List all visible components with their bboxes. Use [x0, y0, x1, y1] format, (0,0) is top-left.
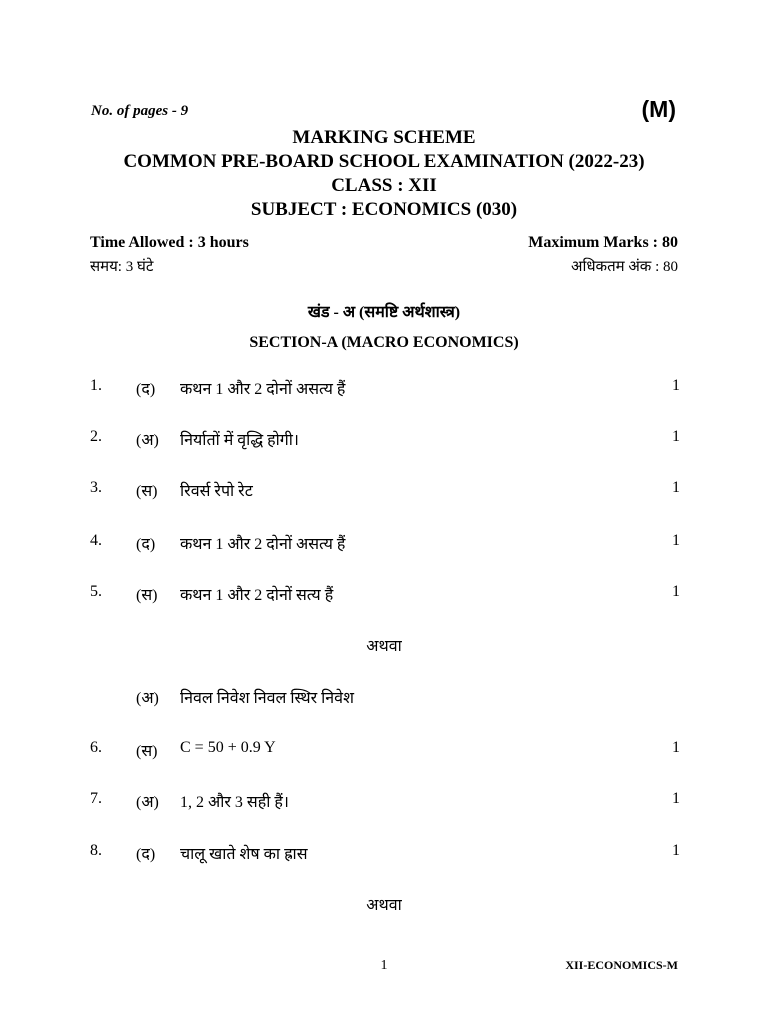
marks: 1 [672, 739, 680, 756]
set-code: (M) [641, 96, 676, 122]
question-number: 4. [90, 532, 102, 549]
answer-text: कथन 1 और 2 दोनों सत्य हैं [180, 587, 334, 604]
marks: 1 [672, 583, 680, 600]
question-row [90, 532, 680, 554]
page-number: 1 [380, 958, 388, 973]
answer-text: C = 50 + 0.9 Y [180, 739, 276, 756]
answer-text: रिवर्स रेपो रेट [180, 483, 253, 500]
question-row [90, 790, 680, 812]
answer-option: (स) [136, 743, 158, 760]
answer-option: (अ) [136, 794, 159, 811]
question-row [90, 583, 680, 605]
document-title: MARKING SCHEME [292, 127, 476, 148]
answer-option: (अ) [136, 432, 159, 449]
marks: 1 [672, 842, 680, 859]
question-number: 7. [90, 790, 102, 807]
answer-option: (स) [136, 587, 158, 604]
answer-option: (द) [136, 536, 156, 553]
answer-option: (अ) [136, 690, 159, 707]
marks: 1 [672, 790, 680, 807]
exam-name: COMMON PRE-BOARD SCHOOL EXAMINATION (2022-23) [123, 151, 645, 172]
question-number: 8. [90, 842, 102, 859]
question-number: 5. [90, 583, 102, 600]
class-line: CLASS : XII [331, 175, 437, 196]
question-number: 3. [90, 479, 102, 496]
answer-text: कथन 1 और 2 दोनों असत्य हैं [180, 381, 346, 398]
maximum-marks-hindi: अधिकतम अंक : 80 [570, 259, 678, 275]
answer-text: निवल निवेश निवल स्थिर निवेश [180, 690, 354, 707]
answer-text: चालू खाते शेष का ह्रास [180, 846, 308, 863]
question-number: 6. [90, 739, 102, 756]
maximum-marks: Maximum Marks : 80 [528, 234, 678, 251]
answer-option: (द) [136, 846, 156, 863]
document-code: XII-ECONOMICS-M [565, 958, 678, 972]
question-row [90, 739, 680, 761]
time-allowed-hindi: समय: 3 घंटे [90, 259, 154, 275]
pages-count-note: No. of pages - 9 [91, 103, 189, 119]
question-number: 2. [90, 428, 102, 445]
marks: 1 [672, 479, 680, 496]
answer-option: (द) [136, 381, 156, 398]
marks: 1 [672, 532, 680, 549]
question-row [90, 428, 680, 450]
answer-text: निर्यातों में वृद्धि होगी। [180, 432, 299, 449]
question-number: 1. [90, 377, 102, 394]
answer-text: 1, 2 और 3 सही हैं। [180, 794, 289, 811]
subject-line: SUBJECT : ECONOMICS (030) [250, 199, 518, 220]
question-row [90, 377, 680, 399]
or-separator: अथवा [366, 638, 402, 655]
time-allowed: Time Allowed : 3 hours [90, 234, 249, 251]
or-separator: अथवा [366, 897, 402, 914]
section-title-english: SECTION-A (MACRO ECONOMICS) [249, 334, 519, 351]
question-row [90, 842, 680, 864]
question-row-alternative [90, 686, 680, 708]
section-title-hindi: खंड - अ (समष्टि अर्थशास्त्र) [307, 304, 461, 321]
question-row [90, 479, 680, 501]
answer-option: (स) [136, 483, 158, 500]
marks: 1 [672, 428, 680, 445]
marks: 1 [672, 377, 680, 394]
answer-text: कथन 1 और 2 दोनों असत्य हैं [180, 536, 346, 553]
